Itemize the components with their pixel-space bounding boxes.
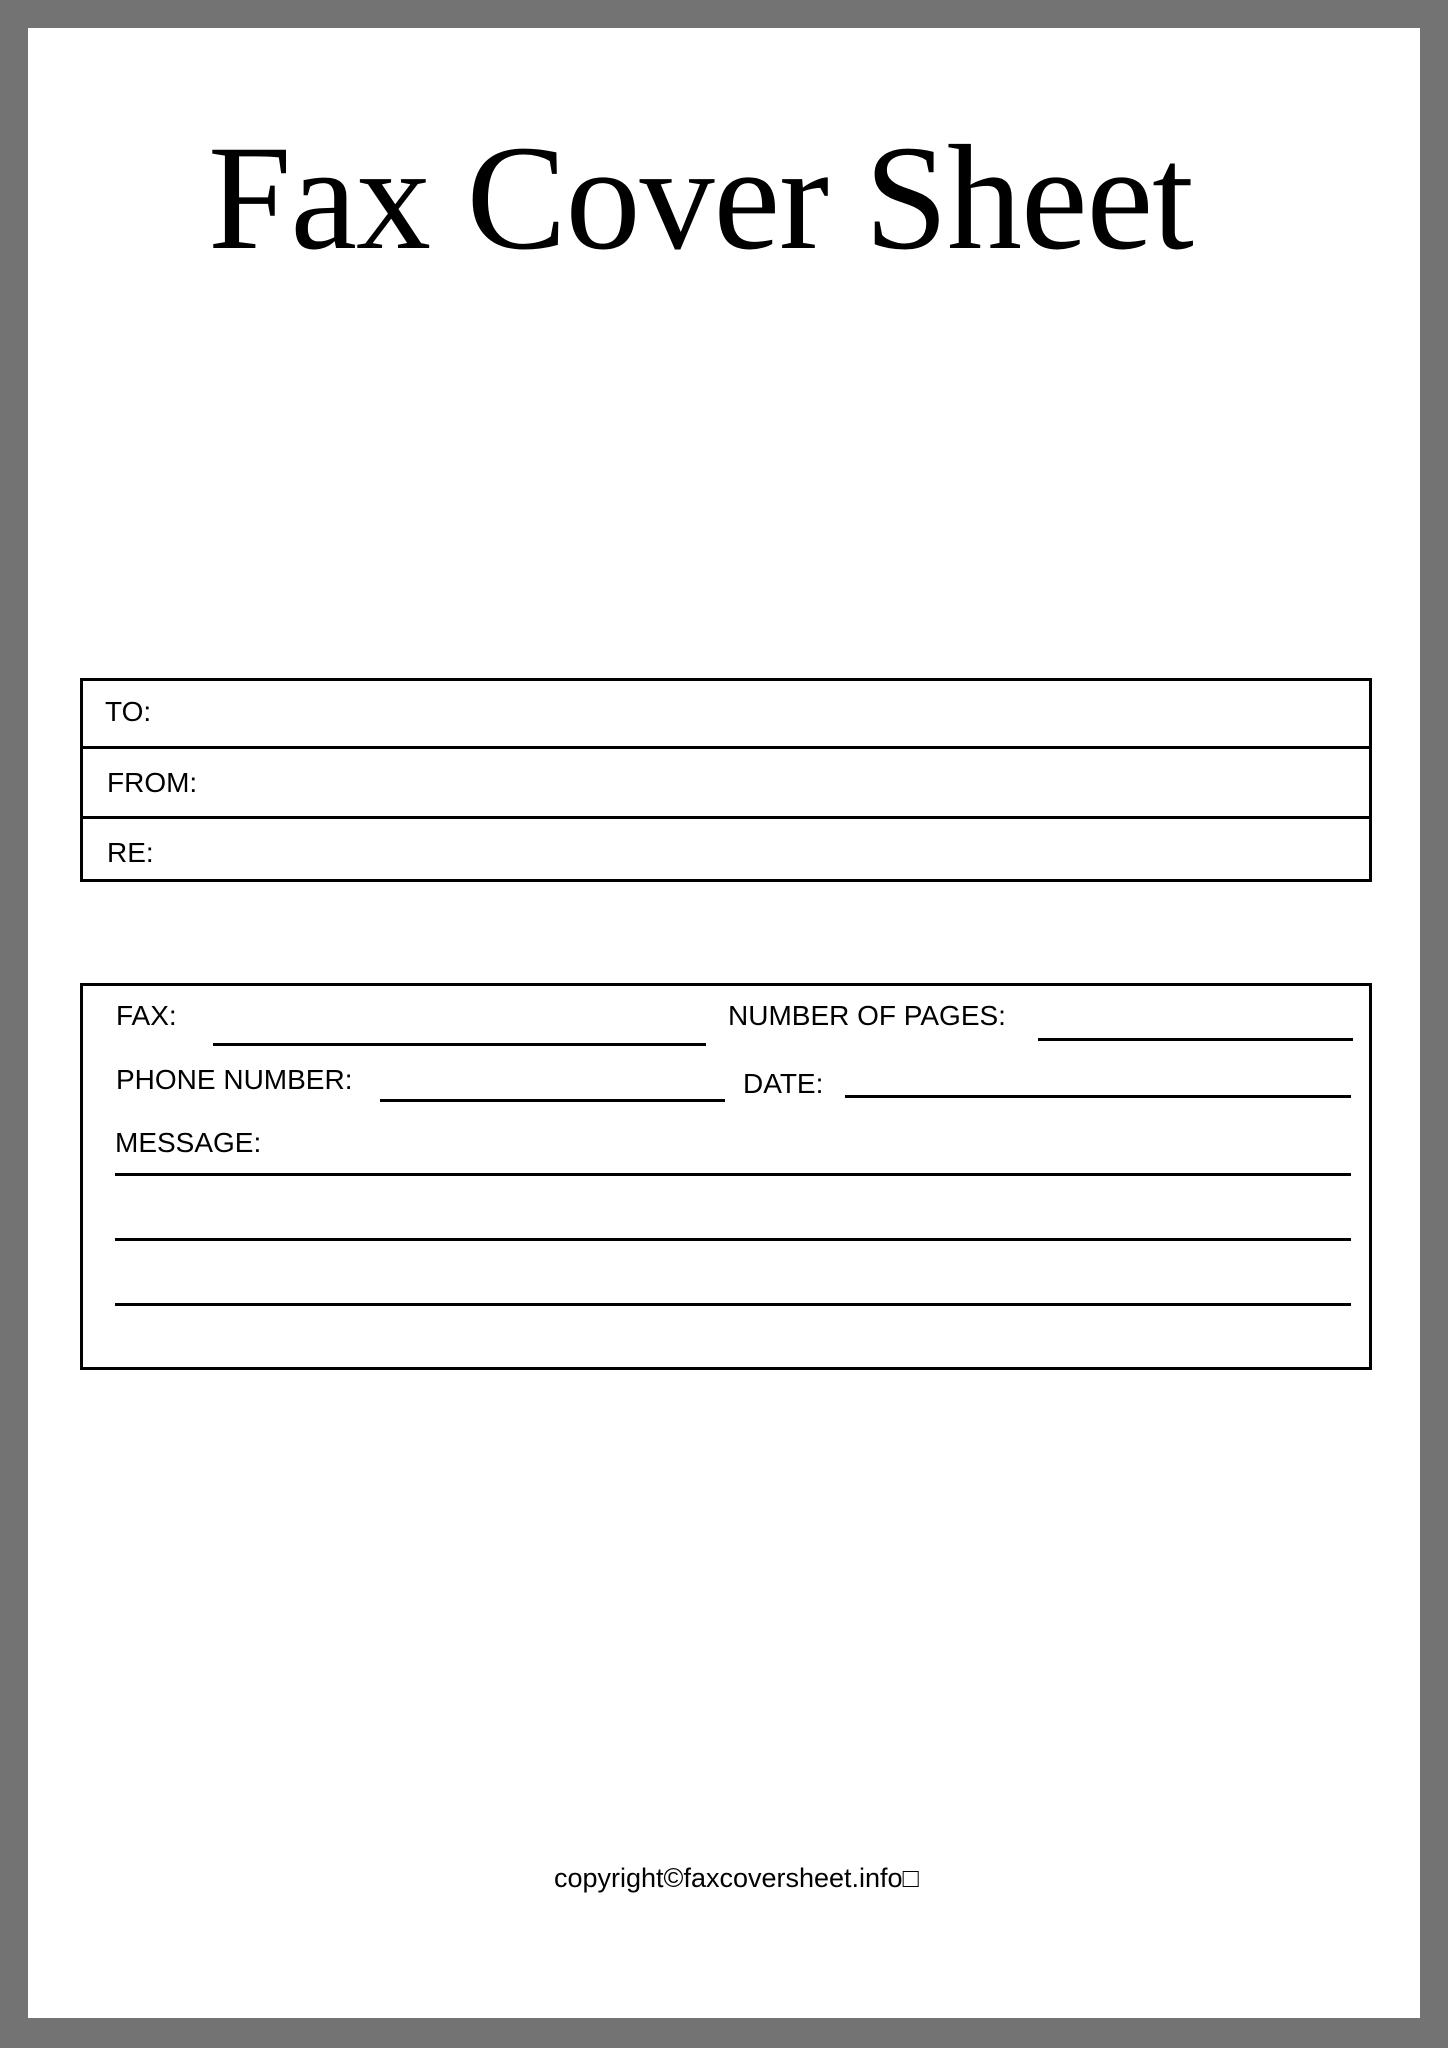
recipient-fields-box: [80, 678, 1372, 882]
message-line-1[interactable]: [115, 1173, 1351, 1176]
fax-cover-page: [28, 28, 1420, 2018]
message-line-2[interactable]: [115, 1238, 1351, 1241]
phone-line[interactable]: [380, 1099, 725, 1102]
date-label: DATE:: [743, 1068, 824, 1099]
fax-line[interactable]: [213, 1043, 706, 1046]
message-line-3[interactable]: [115, 1303, 1351, 1306]
date-line[interactable]: [845, 1095, 1351, 1098]
page-title: Fax Cover Sheet: [208, 115, 1193, 281]
details-box: [80, 983, 1372, 1370]
from-row[interactable]: [83, 746, 1369, 816]
copyright-footer: copyright©faxcoversheet.info□: [554, 1863, 919, 1893]
pages-line[interactable]: [1038, 1038, 1353, 1041]
to-row[interactable]: [83, 681, 1369, 746]
fax-label: FAX:: [116, 1000, 177, 1031]
message-label: MESSAGE:: [115, 1127, 262, 1158]
re-label: RE:: [107, 837, 154, 868]
to-label: TO:: [105, 696, 152, 727]
from-label: FROM:: [107, 767, 198, 798]
pages-label: NUMBER OF PAGES:: [728, 1000, 1006, 1031]
re-row[interactable]: [83, 816, 1369, 882]
phone-label: PHONE NUMBER:: [116, 1064, 353, 1095]
